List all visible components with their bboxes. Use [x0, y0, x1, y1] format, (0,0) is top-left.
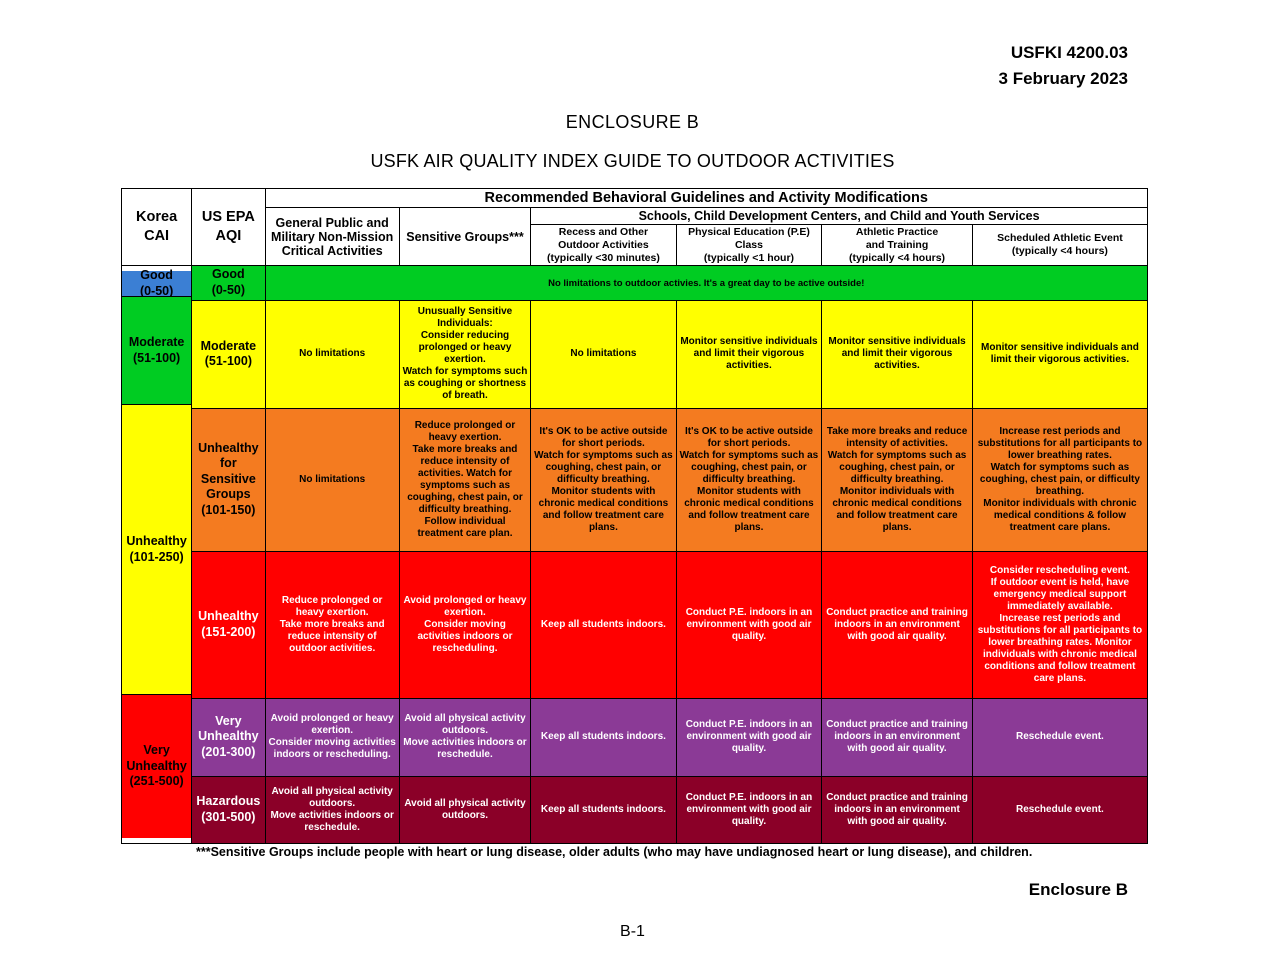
cell-hazardous-4: Conduct practice and training indoors in an environment with good air quality.	[822, 776, 973, 843]
page-title: USFK AIR QUALITY INDEX GUIDE TO OUTDOOR ACTIVITIES	[370, 151, 895, 171]
cell-unhealthy-0: Reduce prolonged or heavy exertion. Take more breaks and reduce intensity of outdoor activities.	[265, 551, 399, 698]
cell-hazardous-0: Avoid all physical activity outdoors. Move activities indoors or reschedule.	[265, 776, 399, 843]
cell-unhealthy-5: Consider rescheduling event. If outdoor event is held, have emergency medical support immediately available. Increase rest periods and substitutions for all participants to lower breathing rates. Monitor individuals with chronic medical conditions and follow treatment care plans.	[972, 551, 1147, 698]
cell-unhealthy-3: Conduct P.E. indoors in an environment with good air quality.	[676, 551, 822, 698]
aqi-label-good: Good (0-50)	[192, 266, 265, 300]
table-header-row-2	[122, 208, 1148, 225]
aqi-label-unhealthy: Unhealthy (151-200)	[192, 551, 265, 698]
title-block	[0, 112, 1265, 172]
header-schools: Schools, Child Development Centers, and Child and Youth Services	[531, 208, 1148, 225]
cell-very_unhealthy-3: Conduct P.E. indoors in an environment with good air quality.	[676, 698, 822, 776]
header-us-epa-aqi: US EPA AQI	[192, 189, 265, 266]
korea-cai-column	[122, 266, 192, 843]
cell-moderate-4: Monitor sensitive individuals and limit their vigorous activities.	[822, 300, 973, 408]
cell-unhealthy_sensitive-5: Increase rest periods and substitutions for all participants to lower breathing rates. Watch for symptoms such as coughing, chest pain, or difficulty breathing. Monitor individuals with chronic medical conditions & follow treatment care plans.	[972, 408, 1147, 551]
aqi-label-unhealthy_sensitive: Unhealthy for Sensitive Groups (101-150)	[192, 408, 265, 551]
header-athletic-practice: Athletic Practice and Training (typically <4 hours)	[822, 225, 973, 266]
cell-unhealthy_sensitive-1: Reduce prolonged or heavy exertion. Take more breaks and reduce intensity of activities. Watch for symptoms such as coughing, chest pain, or difficulty breathing. Follow individual treatment care plan.	[399, 408, 530, 551]
cell-unhealthy_sensitive-0: No limitations	[265, 408, 399, 551]
aqi-label-very_unhealthy: Very Unhealthy (201-300)	[192, 698, 265, 776]
cell-hazardous-1: Avoid all physical activity outdoors.	[399, 776, 530, 843]
row-span-text-good: No limitations to outdoor activies. It's a great day to be active outside!	[265, 266, 1148, 300]
cell-very_unhealthy-4: Conduct practice and training indoors in an environment with good air quality.	[822, 698, 973, 776]
cell-hazardous-3: Conduct P.E. indoors in an environment with good air quality.	[676, 776, 822, 843]
header-recommended-guidelines: Recommended Behavioral Guidelines and Activity Modifications	[265, 189, 1148, 208]
aqi-label-hazardous: Hazardous (301-500)	[192, 776, 265, 843]
cell-very_unhealthy-1: Avoid all physical activity outdoors. Move activities indoors or reschedule.	[399, 698, 530, 776]
cell-hazardous-2: Keep all students indoors.	[531, 776, 677, 843]
table-row-unhealthy	[122, 551, 1148, 698]
header-general-public: General Public and Military Non-Mission Critical Activities	[265, 208, 399, 266]
sensitive-groups-footnote: ***Sensitive Groups include people with heart or lung disease, older adults (who may have undiagnosed heart or lung disease), and children.	[196, 845, 1033, 859]
cell-unhealthy_sensitive-2: It's OK to be active outside for short periods. Watch for symptoms such as coughing, chest pain, or difficulty breathing. Monitor students with chronic medical conditions and follow treatment care plans.	[531, 408, 677, 551]
korea-cai-band-1: Moderate (51-100)	[122, 297, 191, 405]
cell-moderate-5: Monitor sensitive individuals and limit their vigorous activities.	[972, 300, 1147, 408]
cell-unhealthy-4: Conduct practice and training indoors in an environment with good air quality.	[822, 551, 973, 698]
page-number: B-1	[620, 923, 645, 940]
cell-very_unhealthy-2: Keep all students indoors.	[531, 698, 677, 776]
cell-very_unhealthy-5: Reschedule event.	[972, 698, 1147, 776]
header-pe-class: Physical Education (P.E) Class (typically <1 hour)	[676, 225, 822, 266]
table-row-moderate	[122, 300, 1148, 408]
cell-moderate-0: No limitations	[265, 300, 399, 408]
document-header	[999, 40, 1128, 93]
table-row-good	[122, 266, 1148, 300]
table-row-unhealthy_sensitive	[122, 408, 1148, 551]
korea-cai-stack	[122, 267, 191, 838]
korea-cai-band-3: Very Unhealthy (251-500)	[122, 695, 191, 838]
cell-very_unhealthy-0: Avoid prolonged or heavy exertion. Consider moving activities indoors or rescheduling.	[265, 698, 399, 776]
header-recess: Recess and Other Outdoor Activities (typically <30 minutes)	[531, 225, 677, 266]
table-header-row-1	[122, 189, 1148, 208]
aqi-guide-table	[121, 188, 1148, 844]
cell-unhealthy_sensitive-3: It's OK to be active outside for short periods. Watch for symptoms such as coughing, chest pain, or difficulty breathing. Monitor students with chronic medical conditions and follow treatment care plans.	[676, 408, 822, 551]
cell-hazardous-5: Reschedule event.	[972, 776, 1147, 843]
korea-cai-band-0: Good (0-50)	[122, 271, 191, 297]
header-scheduled-event: Scheduled Athletic Event (typically <4 hours)	[972, 225, 1147, 266]
document-date: 3 February 2023	[998, 69, 1128, 89]
cell-moderate-2: No limitations	[531, 300, 677, 408]
cell-moderate-3: Monitor sensitive individuals and limit their vigorous activities.	[676, 300, 822, 408]
cell-moderate-1: Unusually Sensitive Individuals: Consider reducing prolonged or heavy exertion. Watch for symptoms such as coughing or shortness of breath.	[399, 300, 530, 408]
cell-unhealthy-1: Avoid prolonged or heavy exertion. Consider moving activities indoors or rescheduling.	[399, 551, 530, 698]
header-korea-cai: Korea CAI	[122, 189, 192, 266]
enclosure-heading: ENCLOSURE B	[565, 112, 700, 132]
cell-unhealthy_sensitive-4: Take more breaks and reduce intensity of activities. Watch for symptoms such as coughing, chest pain, or difficulty breathing. Monitor individuals with chronic medical conditions and follow treatment care plans.	[822, 408, 973, 551]
enclosure-footer: Enclosure B	[1028, 880, 1128, 899]
aqi-label-moderate: Moderate (51-100)	[192, 300, 265, 408]
header-sensitive-groups: Sensitive Groups***	[399, 208, 530, 266]
aqi-table-wrapper	[121, 188, 1148, 844]
table-row-very_unhealthy	[122, 698, 1148, 776]
korea-cai-band-2: Unhealthy (101-250)	[122, 405, 191, 695]
table-row-hazardous	[122, 776, 1148, 843]
regulation-number: USFKI 4200.03	[1010, 43, 1128, 62]
cell-unhealthy-2: Keep all students indoors.	[531, 551, 677, 698]
